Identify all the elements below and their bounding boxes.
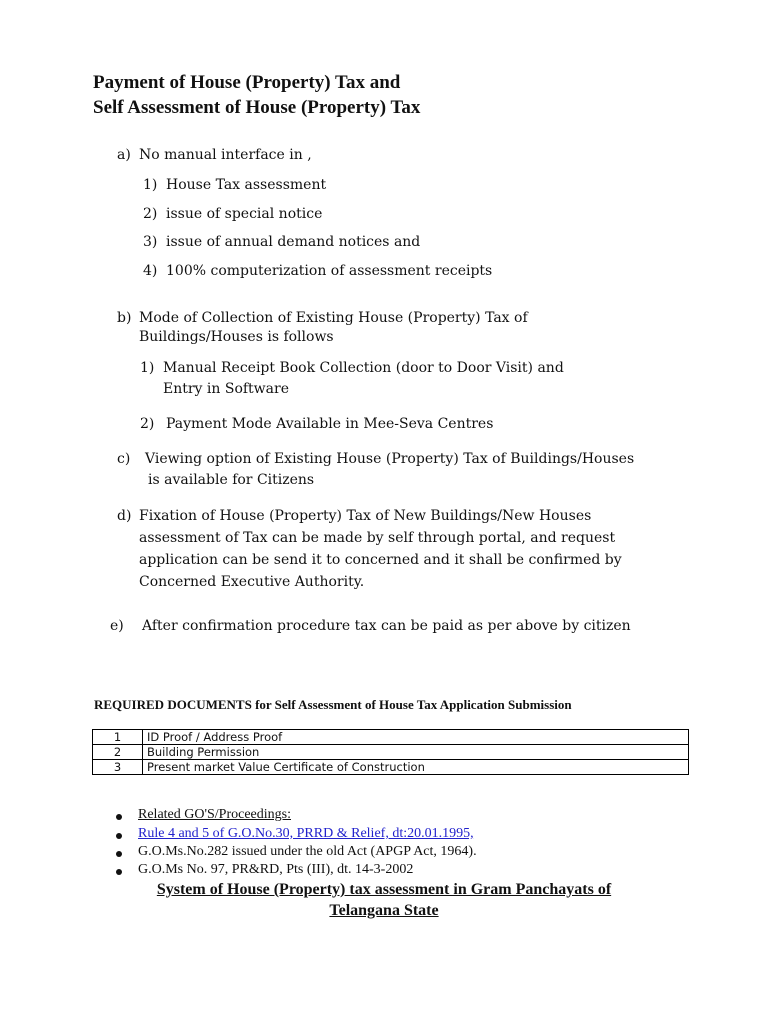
section-b-marker: b) xyxy=(117,310,132,326)
related-go-link[interactable]: Rule 4 and 5 of G.O.No.30, PRRD & Relief, dt:20.01.1995, xyxy=(138,826,474,841)
final-heading-line2: Telangana State xyxy=(329,902,439,919)
bullet-icon xyxy=(116,814,122,820)
table-row xyxy=(93,745,689,760)
document-title-line2: Self Assessment of House (Property) Tax xyxy=(93,97,421,118)
section-a-item-2: issue of special notice xyxy=(166,206,323,222)
section-c-line2: is available for Citizens xyxy=(148,472,315,488)
section-d-marker: d) xyxy=(117,508,132,524)
section-c-line1: Viewing option of Existing House (Property) Tax of Buildings/Houses xyxy=(145,451,635,467)
section-a-item-1-num: 1) xyxy=(143,177,158,193)
table-cell-num: 3 xyxy=(93,760,143,775)
table-cell-text: ID Proof / Address Proof xyxy=(143,730,689,745)
table-cell-num: 2 xyxy=(93,745,143,760)
section-e-text: After confirmation procedure tax can be paid as per above by citizen xyxy=(142,618,631,634)
section-a-marker: a) xyxy=(117,147,131,163)
section-a-item-1: House Tax assessment xyxy=(166,177,327,193)
section-a-text: No manual interface in , xyxy=(139,147,312,163)
section-b-line1: Mode of Collection of Existing House (Property) Tax of xyxy=(139,310,528,326)
section-a-item-2-num: 2) xyxy=(143,206,158,222)
section-b-item-2: Payment Mode Available in Mee-Seva Centres xyxy=(166,416,494,432)
final-heading-line1: System of House (Property) tax assessment in Gram Panchayats of xyxy=(156,881,612,898)
section-b-item-2-num: 2) xyxy=(140,416,155,432)
section-d-line4: Concerned Executive Authority. xyxy=(139,574,365,590)
table-row xyxy=(93,730,689,745)
related-go-item: G.O.Ms No. 97, PR&RD, Pts (III), dt. 14-3-2002 xyxy=(138,862,414,877)
bullet-icon xyxy=(116,833,122,839)
section-b-line2: Buildings/Houses is follows xyxy=(139,329,334,345)
table-cell-text: Present market Value Certificate of Construction xyxy=(143,760,689,775)
table-cell-num: 1 xyxy=(93,730,143,745)
section-a-item-4: 100% computerization of assessment receipts xyxy=(166,263,493,279)
section-d-line3: application can be send it to concerned and it shall be confirmed by xyxy=(139,552,622,568)
related-go-item: G.O.Ms.No.282 issued under the old Act (APGP Act, 1964). xyxy=(138,844,477,859)
section-c-marker: c) xyxy=(117,451,131,467)
required-documents-table xyxy=(92,729,689,775)
related-proceedings-label: Related GO'S/Proceedings: xyxy=(138,807,291,822)
bullet-icon xyxy=(116,869,122,875)
bullet-icon xyxy=(116,851,122,857)
section-d-line2: assessment of Tax can be made by self through portal, and request xyxy=(139,530,616,546)
section-a-item-4-num: 4) xyxy=(143,263,158,279)
required-documents-heading: REQUIRED DOCUMENTS for Self Assessment of House Tax Application Submission xyxy=(94,697,572,712)
table-cell-text: Building Permission xyxy=(143,745,689,760)
section-b-item-1-num: 1) xyxy=(140,360,155,376)
section-a-item-3: issue of annual demand notices and xyxy=(166,234,421,250)
section-e-marker: e) xyxy=(110,618,124,634)
document-title-line1: Payment of House (Property) Tax and xyxy=(93,72,401,93)
section-d-line1: Fixation of House (Property) Tax of New Buildings/New Houses xyxy=(139,508,592,524)
table-row xyxy=(93,760,689,775)
section-b-item-1-line2: Entry in Software xyxy=(163,381,289,397)
section-a-item-3-num: 3) xyxy=(143,234,158,250)
section-b-item-1-line1: Manual Receipt Book Collection (door to Door Visit) and xyxy=(163,360,564,376)
